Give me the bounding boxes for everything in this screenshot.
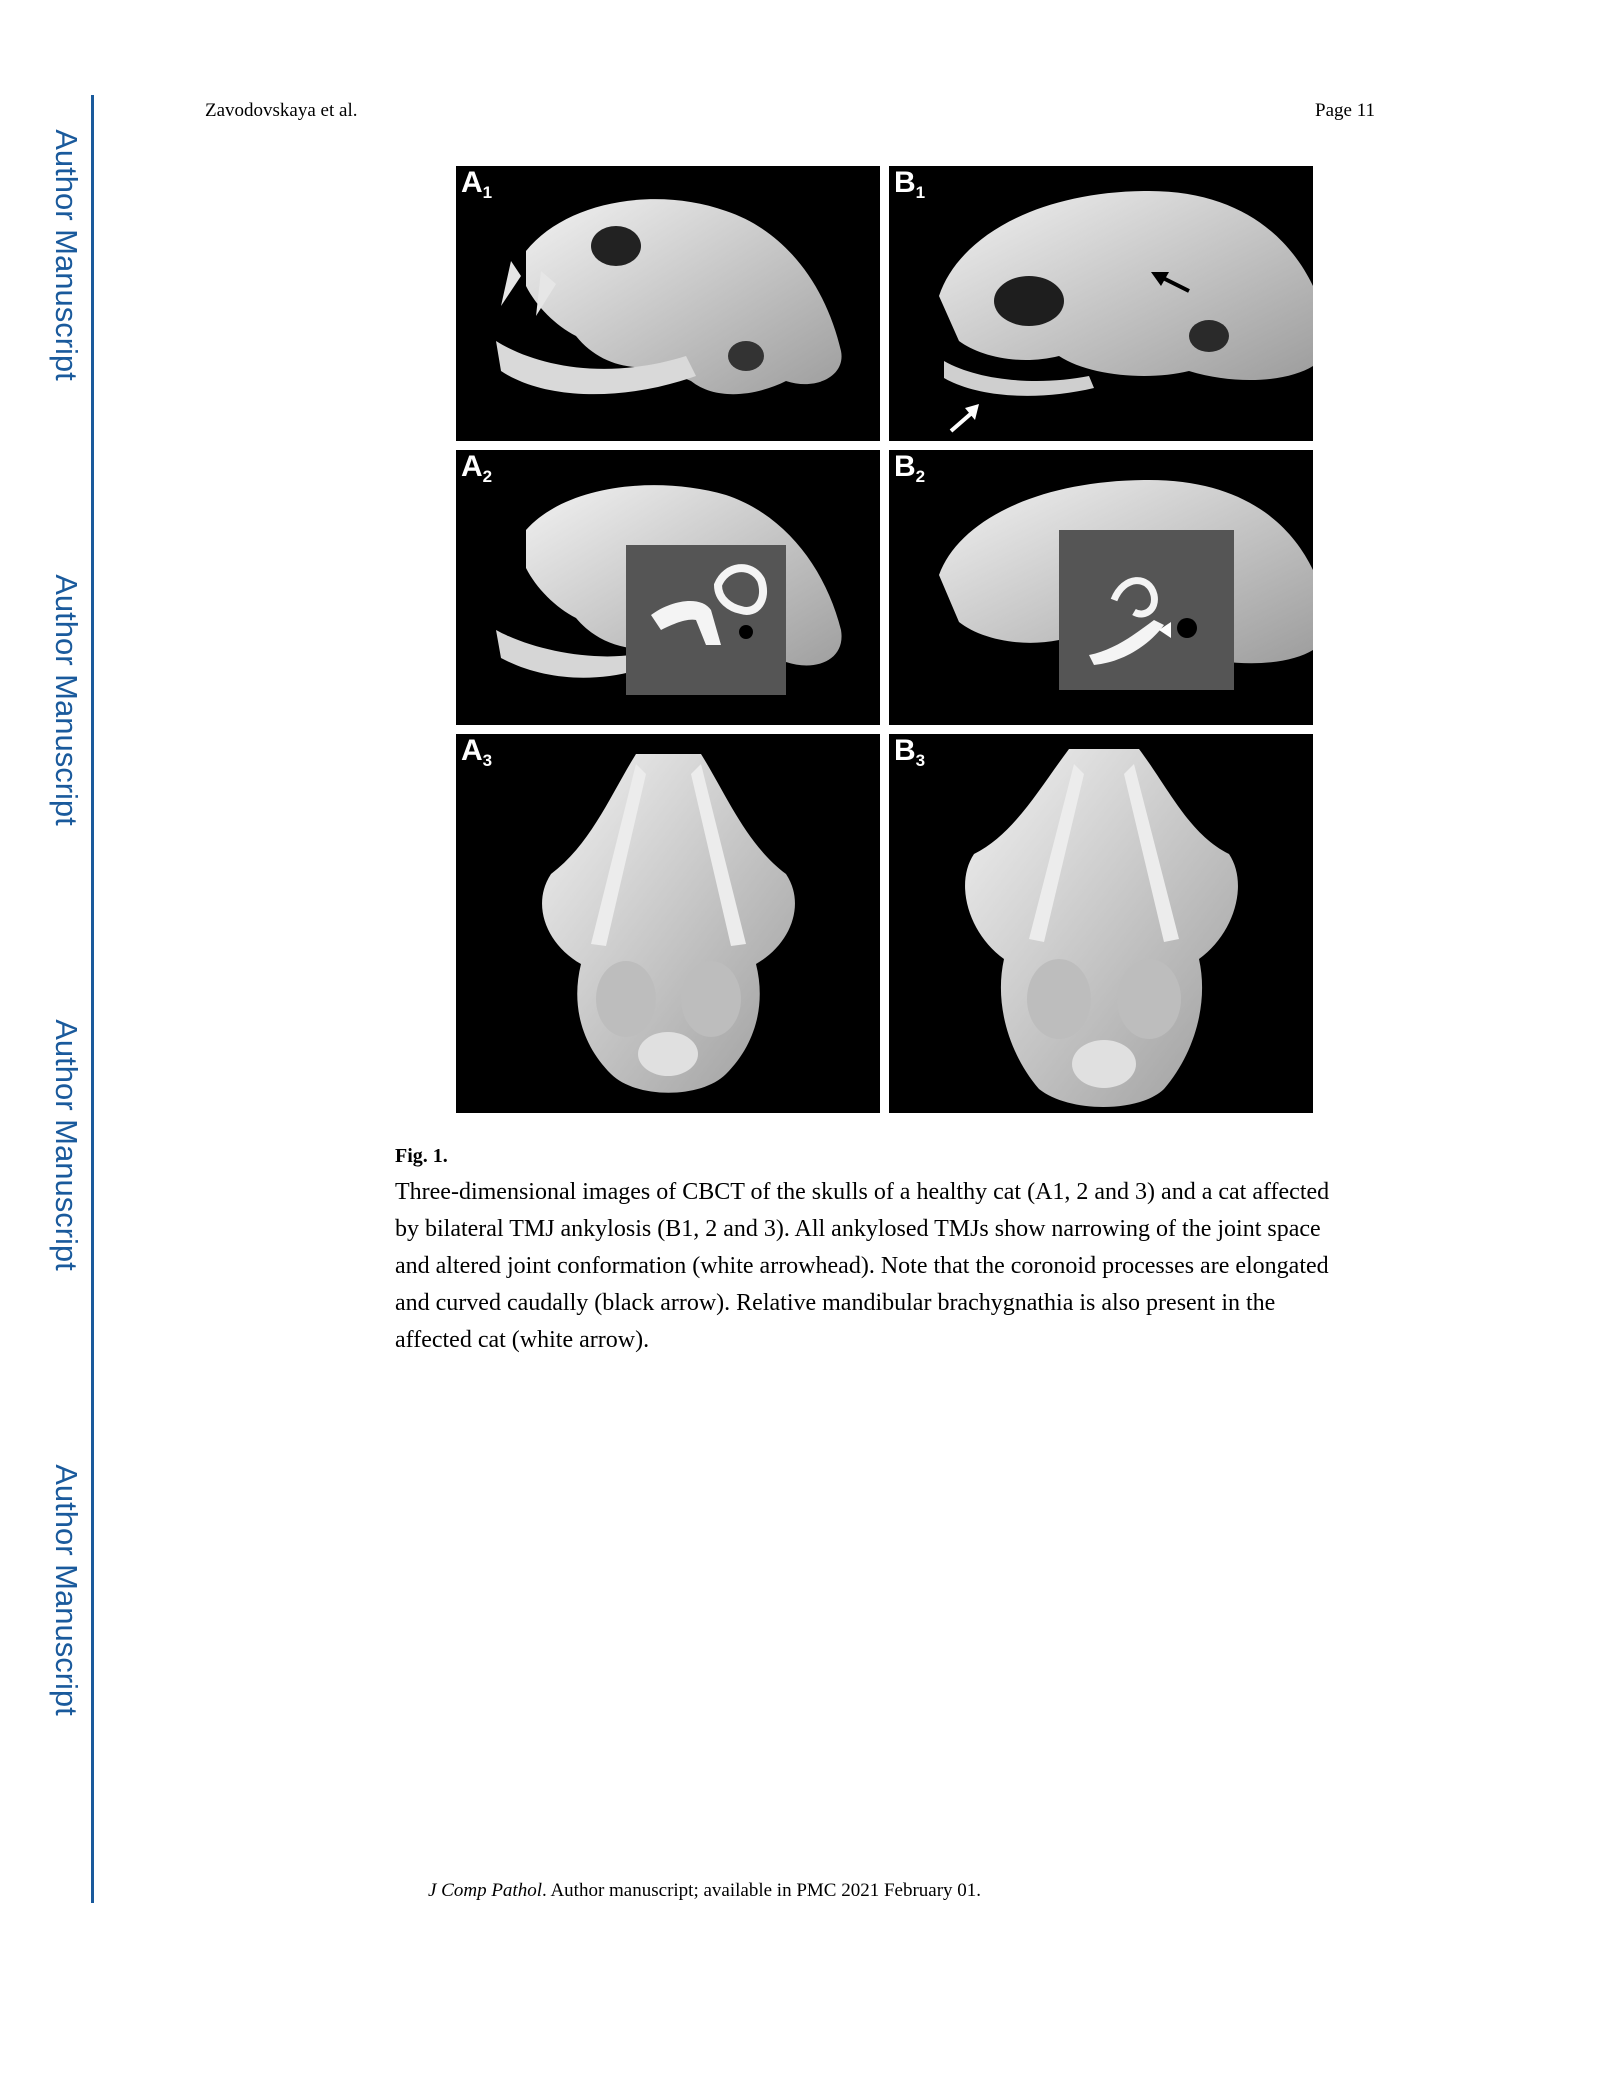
footer-citation: [428, 1880, 981, 1902]
panel-label-b2: $B_2$: [894, 450, 926, 486]
page-number: Page 11: [1315, 100, 1375, 121]
skull-ventral-image: [456, 734, 880, 1113]
panel-a1-lateral-healthy-skull: [456, 166, 880, 441]
skull-lateral-image: [456, 450, 880, 725]
panel-b3-ventral-affected-skull: [889, 734, 1313, 1113]
figure-1: [456, 166, 1315, 1113]
skull-ventral-image: [889, 734, 1313, 1113]
running-header-authors: Zavodovskaya et al.: [205, 100, 358, 121]
figure-caption: [395, 1145, 1355, 1359]
figure-label: Fig. 1.: [395, 1145, 448, 1167]
panel-b1-lateral-affected-skull: [889, 166, 1313, 441]
panel-label-b1: $B_1$: [894, 166, 926, 202]
skull-lateral-image: [889, 450, 1313, 725]
figure-caption-text: Three-dimensional images of CBCT of the skulls of a healthy cat (A1, 2 and 3) and a cat affected by bilateral TMJ ankylosis (B1, 2 and 3). All ankylosed TMJs show narrowing of the joint space and altered joint conformation (white arrowhead). Note that the coronoid processes are elongated and curved caudally (black arrow). Relative mandibular brachygnathia is also present in the affected cat (white arrow).: [395, 1179, 1330, 1353]
footer-text: . Author manuscript; available in PMC 2021 February 01.: [542, 1880, 982, 1901]
panel-label-a1: $A_1$: [461, 166, 493, 202]
panel-label-a2: $A_2$: [461, 450, 493, 486]
panel-a3-ventral-healthy-skull: [456, 734, 880, 1113]
panel-label-b3: $B_3$: [894, 734, 926, 770]
panel-a2-lateral-healthy-with-ct-inset: [456, 450, 880, 725]
panel-b2-lateral-affected-with-ct-inset: [889, 450, 1313, 725]
skull-lateral-image: [889, 166, 1313, 441]
panel-label-a3: $A_3$: [461, 734, 493, 770]
sidebar-rule: [91, 95, 94, 1903]
journal-name: J Comp Pathol: [428, 1880, 542, 1901]
skull-lateral-image: [456, 166, 880, 441]
